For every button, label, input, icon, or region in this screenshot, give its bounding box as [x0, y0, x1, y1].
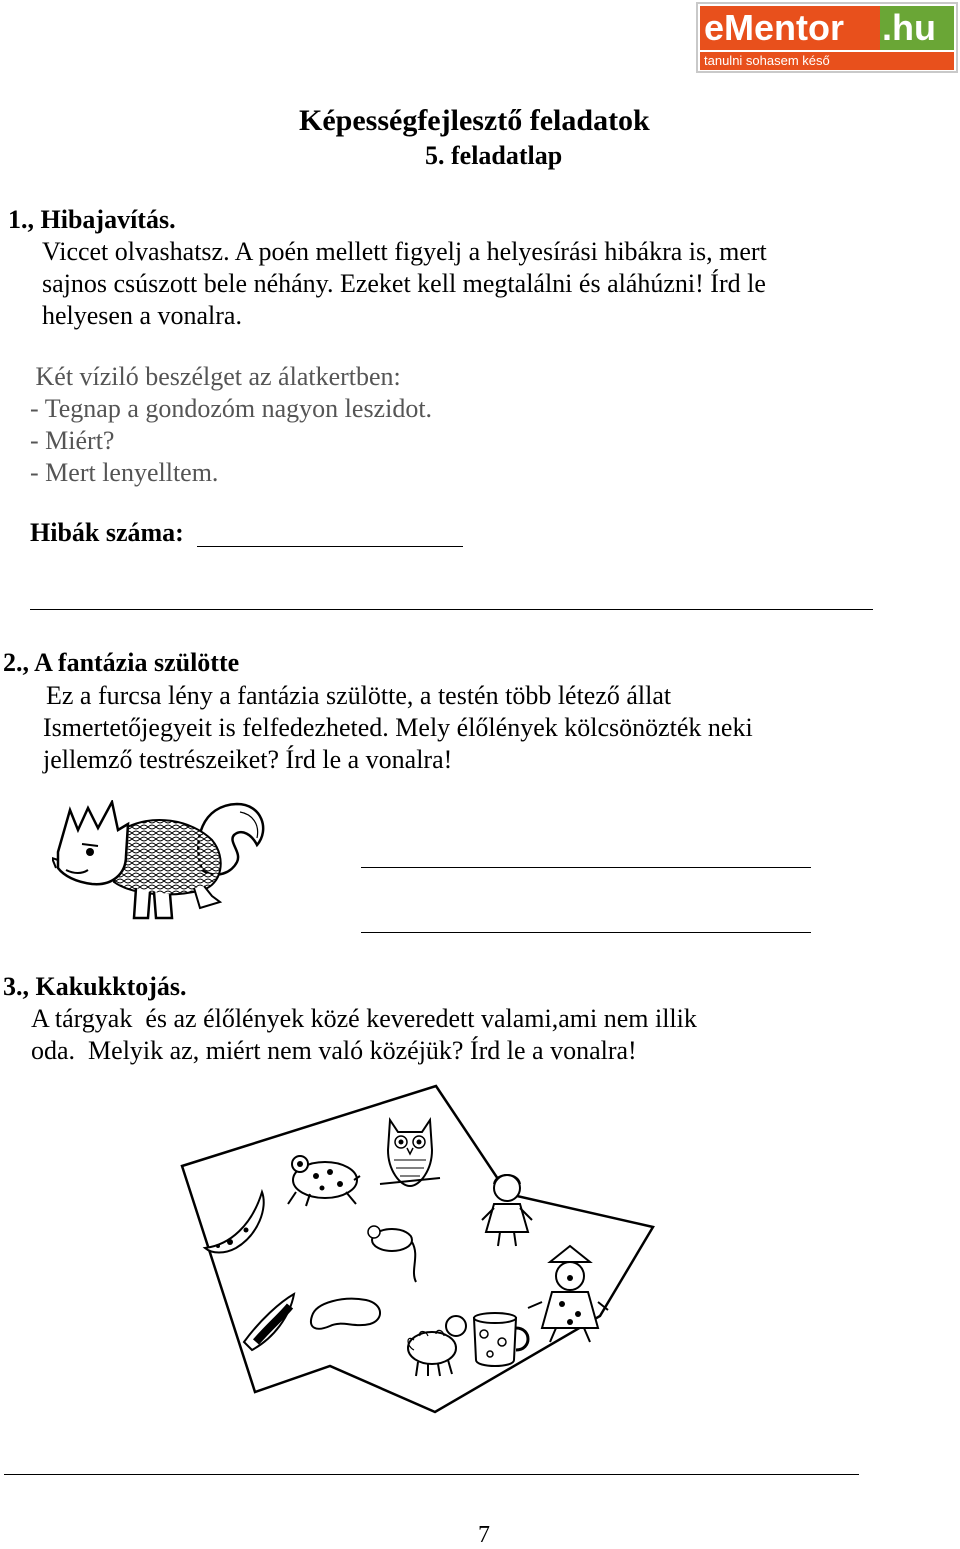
correction-answer-line[interactable]: [30, 609, 873, 610]
task3-instruction-line: oda. Melyik az, miért nem való közéjük? Írd le a vonalra!: [31, 1036, 637, 1065]
doll-icon[interactable]: [482, 1175, 532, 1246]
task3-instruction-line: A tárgyak és az élőlények közé keveredett valami,ami nem illik: [31, 1004, 697, 1033]
bean-icon[interactable]: [311, 1299, 380, 1329]
fantasy-creature-icon: [52, 800, 272, 924]
creature-answer-line-2[interactable]: [361, 932, 811, 933]
joke-line: Két víziló beszélget az álatkertben:: [29, 362, 401, 391]
lamb-icon[interactable]: [408, 1316, 466, 1376]
task2-instruction-line: Ismertetőjegyeit is felfedezheted. Mely élőlények kölcsönözték neki: [43, 713, 753, 742]
task2-instruction-line: jellemző testrészeiket? Írd le a vonalra!: [43, 745, 453, 774]
logo-brand: eMentor: [700, 6, 880, 50]
banana-icon[interactable]: [205, 1192, 264, 1253]
task1-heading: 1., Hibajavítás.: [8, 205, 176, 234]
odd-one-out-answer-line[interactable]: [4, 1474, 859, 1475]
task3-heading: 3., Kakukktojás.: [3, 972, 187, 1001]
task1-instruction-line: helyesen a vonalra.: [42, 301, 242, 330]
creature-answer-line-1[interactable]: [361, 867, 811, 868]
frog-icon[interactable]: [288, 1156, 360, 1206]
owl-icon[interactable]: [380, 1120, 440, 1186]
clown-icon[interactable]: [528, 1246, 608, 1342]
error-count-label: Hibák száma:: [30, 518, 184, 547]
joke-line: - Miért?: [30, 426, 115, 455]
task1-instruction-line: sajnos csúszott bele néhány. Ezeket kell megtalálni és aláhúzni! Írd le: [42, 269, 766, 298]
logo-tld: .hu: [880, 6, 954, 50]
page-number: 7: [478, 1522, 490, 1548]
odd-one-out-area: [170, 1080, 670, 1420]
mug-icon[interactable]: [474, 1313, 528, 1366]
page-title: Képességfejlesztő feladatok: [299, 104, 650, 137]
joke-line: - Tegnap a gondozóm nagyon leszidot.: [30, 394, 433, 423]
peapod-icon[interactable]: [244, 1294, 294, 1350]
page-subtitle: 5. feladatlap: [425, 141, 563, 170]
joke-line: - Mert lenyelltem.: [30, 458, 219, 487]
mouse-icon[interactable]: [368, 1226, 416, 1282]
logo-slogan: tanulni sohasem késő: [700, 52, 954, 70]
task2-instruction-line: Ez a furcsa lény a fantázia szülötte, a testén több létező állat: [46, 681, 672, 710]
ementor-logo: [696, 2, 958, 73]
task1-instruction-line: Viccet olvashatsz. A poén mellett figyelj a helyesírási hibákra is, mert: [42, 237, 767, 266]
error-count-answer-line[interactable]: [197, 546, 463, 547]
task2-heading: 2., A fantázia szülötte: [3, 648, 240, 677]
